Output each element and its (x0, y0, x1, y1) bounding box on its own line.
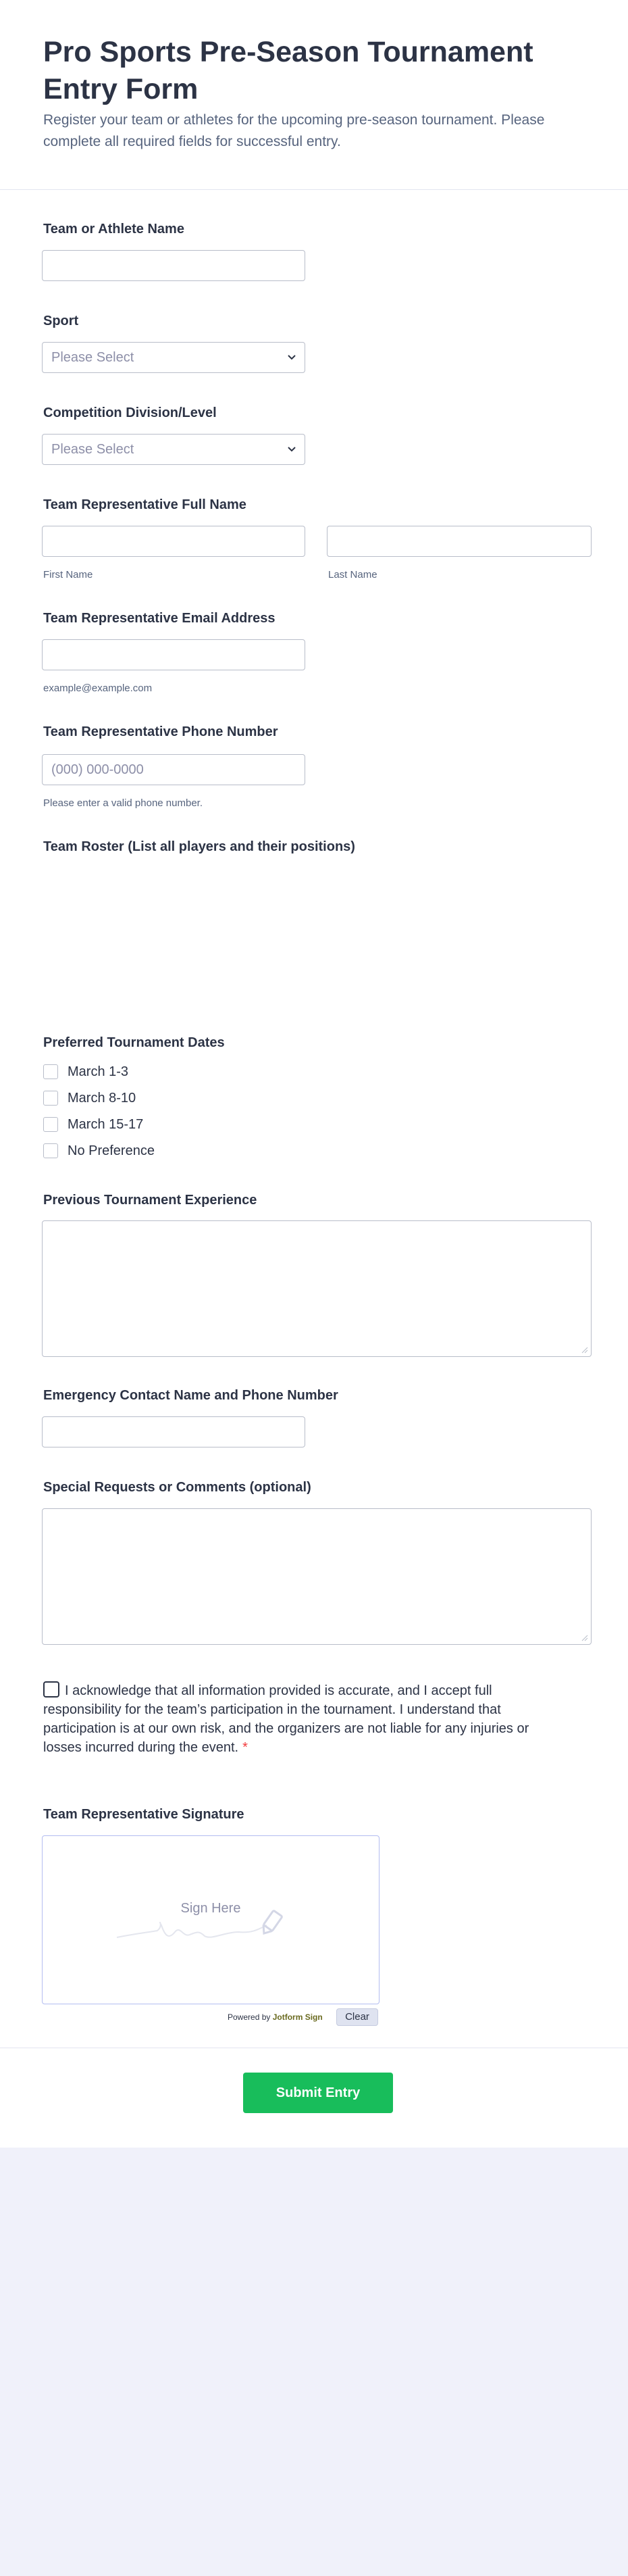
division-label: Competition Division/Level (43, 405, 217, 420)
form-footer (0, 2048, 628, 2148)
chevron-down-icon (287, 353, 296, 362)
form-title: Pro Sports Pre-Season Tournament Entry Form (43, 36, 533, 105)
phone-sublabel: Please enter a valid phone number. (43, 797, 203, 809)
phone-input[interactable] (42, 754, 305, 785)
sport-label: Sport (43, 314, 79, 328)
experience-label: Previous Tournament Experience (43, 1193, 257, 1208)
roster-label: Team Roster (List all players and their positions) (43, 839, 355, 854)
special-label: Special Requests or Comments (optional) (43, 1480, 311, 1495)
dates-label: Preferred Tournament Dates (43, 1035, 225, 1050)
clear-signature-button[interactable]: Clear (336, 2008, 378, 2026)
powered-brand[interactable]: Jotform Sign (272, 2012, 323, 2022)
date-option-label: March 8-10 (68, 1091, 136, 1106)
checkbox[interactable] (43, 1064, 58, 1079)
resize-handle-icon[interactable] (581, 1635, 588, 1641)
signature-pad[interactable] (42, 1835, 380, 2004)
date-option-label: No Preference (68, 1143, 155, 1158)
acknowledge-text: I acknowledge that all information provided is accurate, and I accept full responsibility for the team’s participation in the tournament. I understand that participation is at our own risk, and the organizers are not liable for any injuries or losses incurred during the event. (43, 1683, 529, 1755)
date-option-label: March 15-17 (68, 1117, 144, 1132)
division-select[interactable] (42, 434, 305, 465)
signature-label: Team Representative Signature (43, 1807, 244, 1822)
acknowledge-row (43, 1681, 529, 1757)
form-header (0, 0, 628, 190)
first-name-sublabel: First Name (43, 569, 93, 580)
resize-handle-icon[interactable] (581, 1347, 588, 1354)
sport-selected-value: Please Select (51, 350, 134, 365)
date-option-label: March 1-3 (68, 1064, 129, 1079)
email-sublabel: example@example.com (43, 683, 153, 694)
first-name-input[interactable] (42, 526, 305, 557)
email-label: Team Representative Email Address (43, 611, 276, 626)
powered-by (228, 2012, 323, 2022)
sport-select[interactable] (42, 342, 305, 373)
last-name-input[interactable] (327, 526, 592, 557)
signature-placeholder: Sign Here (180, 1901, 241, 1916)
emergency-label: Emergency Contact Name and Phone Number (43, 1388, 338, 1403)
phone-placeholder: (000) 000-0000 (51, 762, 144, 777)
last-name-sublabel: Last Name (328, 569, 377, 580)
chevron-down-icon (287, 445, 296, 454)
team-name-input[interactable] (42, 250, 305, 281)
checkbox[interactable] (43, 1143, 58, 1158)
form-subtitle: Register your team or athletes for the upcoming pre-season tournament. Please complete all required fields for successful entry. (43, 112, 545, 149)
special-textarea[interactable] (42, 1508, 592, 1645)
checkbox[interactable] (43, 1117, 58, 1132)
experience-textarea[interactable] (42, 1220, 592, 1357)
rep-name-label: Team Representative Full Name (43, 497, 246, 512)
signature-scribble-icon (110, 1898, 306, 1946)
emergency-input[interactable] (42, 1416, 305, 1447)
division-selected-value: Please Select (51, 442, 134, 457)
checkbox[interactable] (43, 1091, 58, 1106)
submit-button[interactable]: Submit Entry (243, 2073, 393, 2113)
acknowledge-checkbox[interactable] (43, 1681, 59, 1698)
powered-prefix: Powered by (228, 2012, 271, 2022)
email-input[interactable] (42, 639, 305, 670)
required-mark: * (242, 1740, 248, 1755)
team-name-label: Team or Athlete Name (43, 222, 184, 237)
phone-label: Team Representative Phone Number (43, 724, 278, 739)
